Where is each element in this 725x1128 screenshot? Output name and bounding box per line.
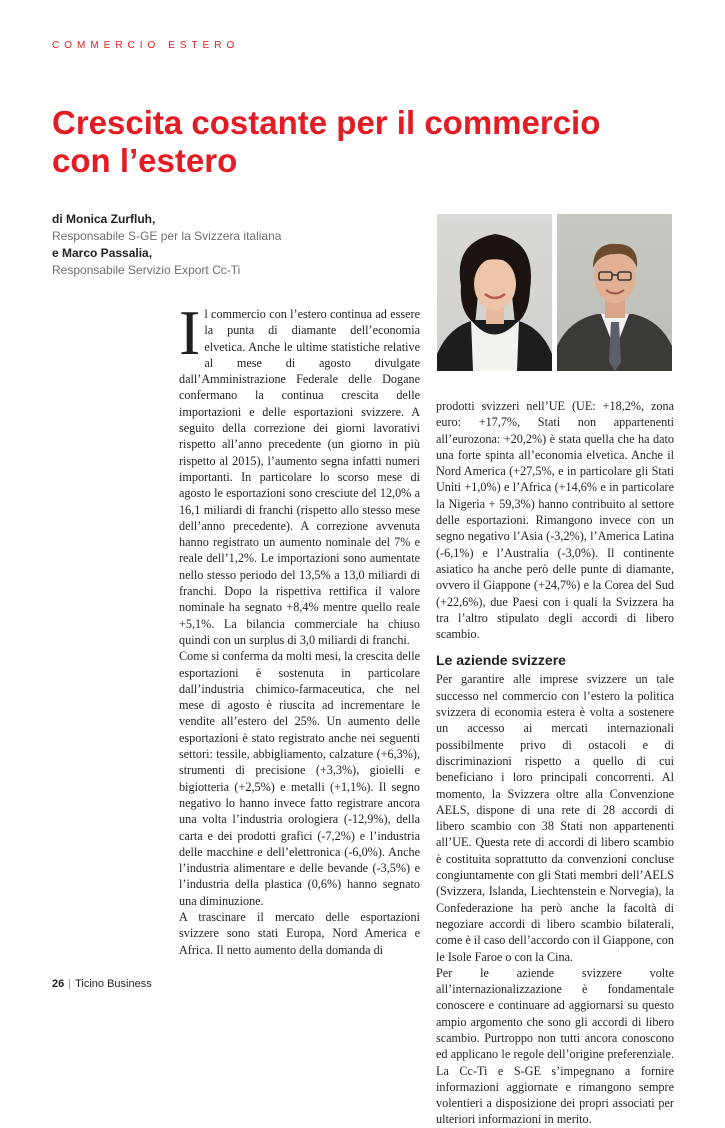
portrait-woman-icon — [437, 214, 552, 371]
portrait-man-icon — [557, 214, 672, 371]
byline — [52, 211, 412, 279]
paragraph-1-text: l commercio con l’estero continua ad essere la punta di diamante dell’economia elvetica. Anche le ultime statistiche relative al mese di agosto divulgate dall’Amministrazione Federale delle Dogane confermano la continua crescita delle importazioni e delle esportazioni svizzere. A seguito della correzione dei giorni lavorativi rispetto all’anno precedente (un giorno in più rispetto al 2015), l’aumento segna infatti numeri importanti. In particolare lo scorso mese di agosto le esportazioni sono cresciute del 12,0% a 16,1 miliardi di franchi (rispetto allo stesso mese dell’anno precedente). A correzione avvenuta hanno registrato un aumento nominale del 7% e reale dell’1,2%. Le importazioni sono aumentate nello stesso periodo del 13,5% a 13,0 miliardi di franchi. Dopo la rispettiva rettifica il valore nominale ha segnato +8,4% mentre quello reale +5,1%. La bilancia commerciale ha chiuso quindi con un surplus di 3,0 miliardi di franchi. — [179, 307, 420, 647]
author-role-1: Responsabile S-GE per la Svizzera italiana — [52, 229, 282, 243]
footer-separator: | — [68, 978, 72, 990]
page-number: 26 — [52, 978, 65, 990]
paragraph-4: Per garantire alle imprese svizzere un tale successo nel commercio con l’estero la politica svizzera di economia estera è volta a sostenere un accesso ai mercati internazionali possibilmente privo di ostacoli e di discriminazioni rispetto a quello di cui beneficiano i loro principali concorrenti. Al momento, la Svizzera oltre alla Convenzione AELS, dispone di una rete di 28 accordi di libero scambio con 38 Stati non appartenenti all’UE. Questa rete di accordi di libero scambio è costituita soprattutto da convenzioni concluse congiuntamente con gli Stati membri dell’AELS (Svizzera, Islanda, Liechtenstein e Norvegia), la Confederazione ha però anche la facoltà di negoziare accordi di libero scambio bilaterali, come è il caso dell’accordo con il Giappone, con le Isole Faroe o con la Cina. — [436, 672, 674, 964]
paragraph-3: A trascinare il mercato delle esportazioni svizzere sono stati Europa, Nord America e Africa. Il netto aumento della domanda di — [179, 909, 420, 957]
paragraph-1 — [179, 297, 420, 648]
author-photo-man — [557, 214, 672, 371]
author-photo-woman — [437, 214, 552, 371]
dropcap: I — [179, 297, 201, 368]
article-title: Crescita costante per il commercio con l’estero — [52, 104, 601, 179]
page-footer — [52, 978, 152, 990]
article-column-left — [179, 297, 420, 958]
subheading: Le aziende svizzere — [436, 652, 566, 669]
section-label: COMMERCIO ESTERO — [52, 40, 240, 51]
author-name-2: e Marco Passalia, — [52, 246, 153, 260]
publication-name: Ticino Business — [75, 978, 152, 990]
author-role-2: Responsabile Servizio Export Cc-Ti — [52, 263, 241, 277]
paragraph-5: Per le aziende svizzere volte all’internazionalizzazione è fondamentale conoscere e continuare ad aggiornarsi su questo ampio argomento che sono gli accordi di libero scambio. Purtroppo non tutti ancora conoscono ed applicano le regole dell’origine preferenziale. La Cc-Ti e S-GE s’impegnano a fornire informazioni aggiornate e rimangono sempre volentieri a disposizione dei propri associati per ulteriori informazioni in merito. — [436, 965, 674, 1127]
author-name-1: di Monica Zurfluh, — [52, 212, 156, 226]
article-column-right — [436, 398, 674, 1128]
paragraph-3-continued: prodotti svizzeri nell’UE (UE: +18,2%, zona euro: +17,7%, Stati non appartenenti all’eurozona: +20,2%) è stata quella che ha dato una forte spinta all’economia elvetica. Anche il Nord America (+27,5%, e in particolare gli Stati Uniti +1,0%) e l’Africa (+14,6% e in particolare la Nigeria + 59,3%) hanno contribuito al settore delle esportazioni. Rimangono invece con un segno negativo l’Asia (-3,2%), l’America Latina (-6,1%) e l’Australia (-3,0%). Il continente asiatico ha anche però delle punte di diamante, ovvero il Giappone (+24,7%) e la Corea del Sud (+22,6%), due Paesi con i quali la Svizzera ha tra l’altro stipulato degli accordi di libero scambio. — [436, 399, 674, 642]
paragraph-2: Come si conferma da molti mesi, la crescita delle esportazioni è sostenuta in particolare dall’industria chimico-farmaceutica, che nel mese di agosto è riuscita ad incrementare le vendite all’estero del 25%. Un aumento delle esportazioni è stato registrato anche nei seguenti settori: tessile, abbigliamento, calzature (+6,3%), strumenti di precisione (+3,3%), gioielli e bigiotteria (+2,5%) e metalli (+1,1%). Il segno negativo lo hanno invece fatto registrare ancora una volta l’industria orologiera (-12,9%), della carta e dei prodotti grafici (-7,2%) e l’industria delle macchine e dell’elettronica (-6,0%). Anche l’industria alimentare e delle bevande (-3,5%) e l’industria della plastica (0,6%) hanno segnato una diminuzione. — [179, 649, 420, 908]
